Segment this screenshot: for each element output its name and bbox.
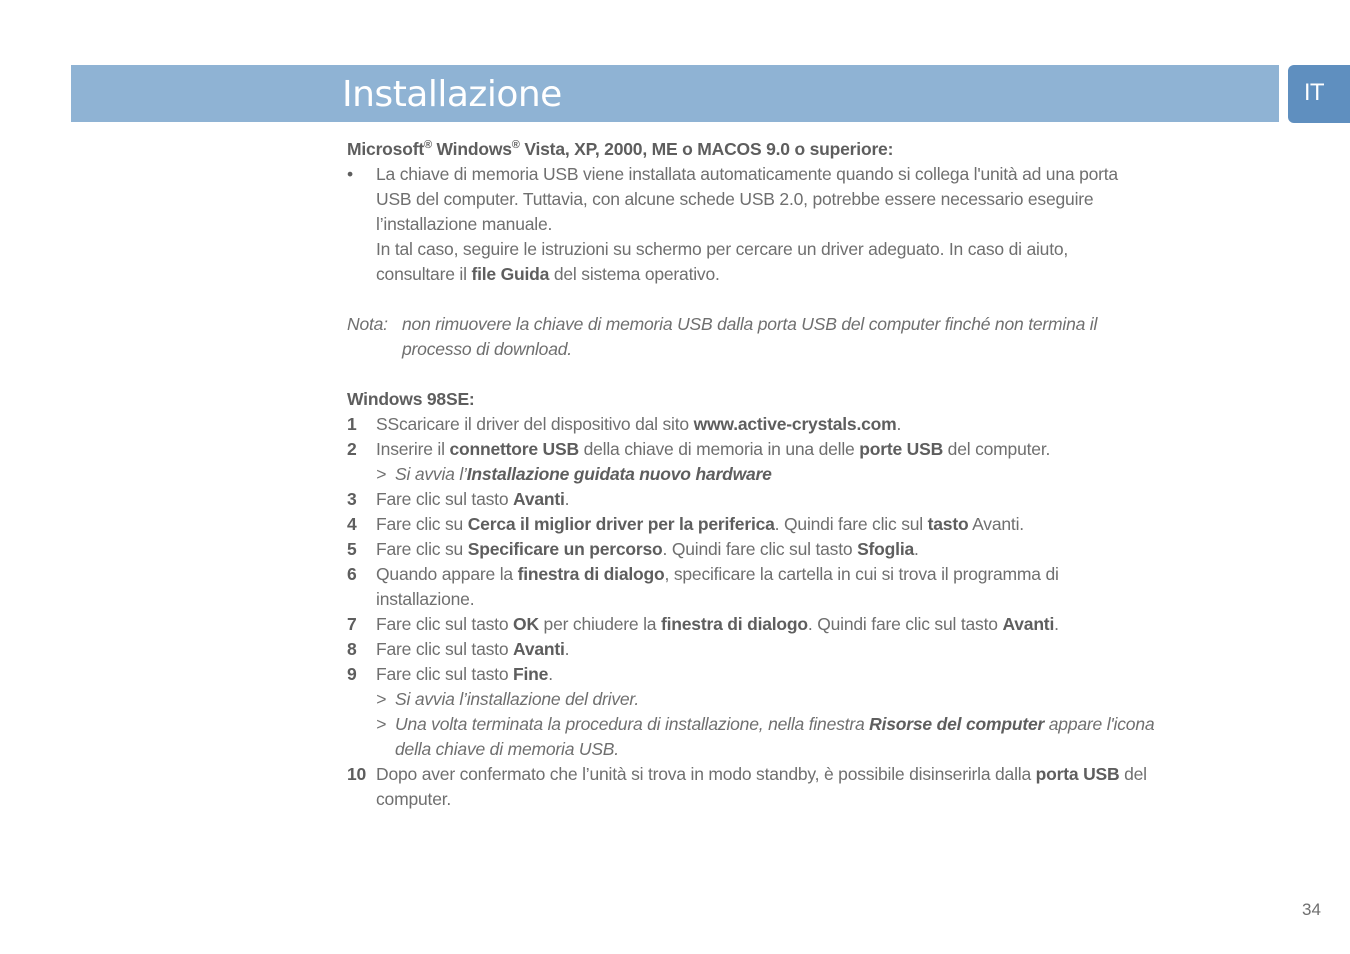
step-2: 2 Inserire il connettore USB della chiave di memoria in una delle porte USB del computer. <box>347 437 1287 462</box>
note-line: processo di download. <box>402 338 572 359</box>
registered-mark: ® <box>511 139 520 151</box>
text-line: In tal caso, seguire le istruzioni su schermo per cercare un driver adeguato. In caso di aiuto, <box>376 238 1069 259</box>
note-block <box>347 312 1287 362</box>
note-line: non rimuovere la chiave di memoria USB dalla porta USB del computer finché non termina il <box>402 313 1098 334</box>
heading-part: Microsoft <box>347 138 424 159</box>
text-line: l’installazione manuale. <box>376 213 553 234</box>
bullet-item <box>347 162 1287 287</box>
step-number: 8 <box>347 638 357 659</box>
step-number: 6 <box>347 563 357 584</box>
heading-part: Vista, XP, 2000, ME o MACOS 9.0 o superiore: <box>519 138 894 159</box>
step-7: 7 Fare clic sul tasto OK per chiudere la finestra di dialogo. Quindi fare clic sul tasto Avanti. <box>347 612 1287 637</box>
step-10: 10 Dopo aver confermato che l’unità si trova in modo standby, è possibile disinserirla dalla porta USB del computer. <box>347 763 1147 809</box>
step-2-result: > Si avvia l’Installazione guidata nuovo hardware <box>347 462 1287 487</box>
step-9-result-1: > Si avvia l’installazione del driver. <box>347 687 1287 712</box>
heading-part: Windows <box>431 138 512 159</box>
website-url: www.active-crystals.com <box>693 413 897 434</box>
arrow-marker: > <box>376 463 387 484</box>
page-number: 34 <box>1302 900 1321 919</box>
step-3: 3 Fare clic sul tasto Avanti. <box>347 487 1287 512</box>
step-8: 8 Fare clic sul tasto Avanti. <box>347 637 1287 662</box>
page-title: Installazione <box>342 74 562 115</box>
step-number: 7 <box>347 613 357 634</box>
step-number: 2 <box>347 438 357 459</box>
help-file-term: file Guida <box>471 263 550 284</box>
step-4: 4 Fare clic su Cerca il miglior driver per la periferica. Quindi fare clic sul tasto Avanti. <box>347 512 1287 537</box>
step-number: 9 <box>347 663 357 684</box>
step-number: 1 <box>347 413 357 434</box>
step-1: 1 SScaricare il driver del dispositivo dal sito www.active-crystals.com. <box>347 412 1287 437</box>
step-number: 4 <box>347 513 357 534</box>
note-label: Nota: <box>347 313 388 334</box>
step-9-result-2: > Una volta terminata la procedura di installazione, nella finestra Risorse del computer appare l'icona della chiave di memoria USB. <box>376 713 1155 759</box>
header-banner <box>71 65 1279 122</box>
arrow-marker: > <box>376 713 387 734</box>
step-number: 3 <box>347 488 357 509</box>
step-6: 6 Quando appare la finestra di dialogo, specificare la cartella in cui si trova il programma di installazione. <box>347 563 1059 609</box>
step-9: 9 Fare clic sul tasto Fine. <box>347 662 1287 687</box>
text-line: USB del computer. Tuttavia, con alcune schede USB 2.0, potrebbe essere necessario eseguire <box>376 188 1094 209</box>
bullet-marker: • <box>347 163 353 184</box>
language-tab: IT <box>1288 65 1350 123</box>
section-heading-win98: Windows 98SE: <box>347 388 475 409</box>
step-number: 5 <box>347 538 357 559</box>
text-line: consultare il file Guida del sistema operativo. <box>376 263 720 284</box>
section-heading-windows-mac <box>347 133 1287 162</box>
arrow-marker: > <box>376 688 387 709</box>
main-content <box>347 133 1287 812</box>
step-5: 5 Fare clic su Specificare un percorso. Quindi fare clic sul tasto Sfoglia. <box>347 537 1287 562</box>
registered-mark: ® <box>423 139 432 151</box>
step-number: 10 <box>347 763 367 784</box>
text-line: La chiave di memoria USB viene installata automaticamente quando si collega l'unità ad una porta <box>376 163 1118 184</box>
